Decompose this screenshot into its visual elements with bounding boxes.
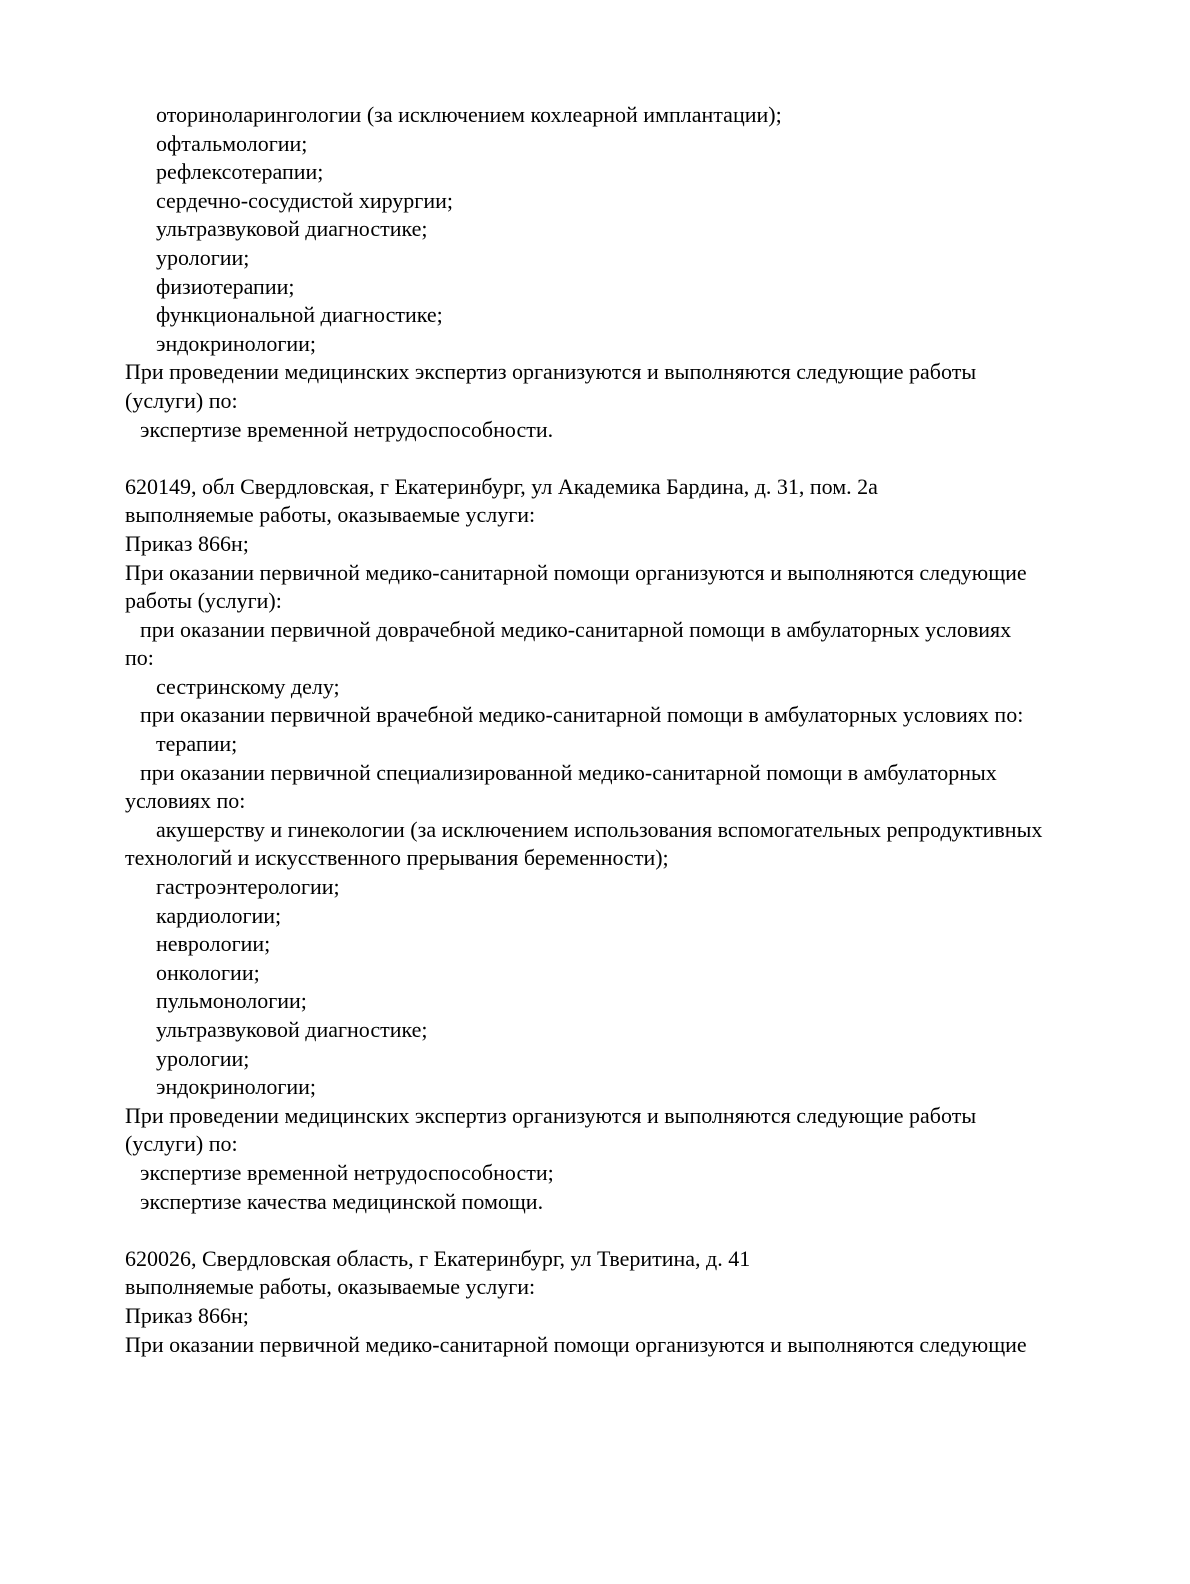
text-line: При оказании первичной медико-санитарной помощи организуются и выполняются следующие xyxy=(125,1331,1027,1357)
text-line: неврологии; xyxy=(156,931,271,957)
text-line: 620149, обл Свердловская, г Екатеринбург, ул Академика Бардина, д. 31, пом. 2а xyxy=(125,473,878,499)
text-line: при оказании первичной специализированной медико-санитарной помощи в амбулаторных xyxy=(140,759,997,785)
text-line: выполняемые работы, оказываемые услуги: xyxy=(125,1274,536,1300)
text-line: 620026, Свердловская область, г Екатеринбург, ул Тверитина, д. 41 xyxy=(125,1245,751,1271)
text-line: (услуги) по: xyxy=(125,387,238,413)
text-line: терапии; xyxy=(156,731,238,757)
text-line: При проведении медицинских экспертиз организуются и выполняются следующие работы xyxy=(125,1102,977,1128)
text-line: ультразвуковой диагностике; xyxy=(156,216,428,242)
text-line: рефлексотерапии; xyxy=(156,159,324,185)
text-line: Приказ 866н; xyxy=(125,1302,249,1328)
text-line: пульмонологии; xyxy=(156,988,307,1014)
text-line: сестринскому делу; xyxy=(156,673,340,699)
text-line: ультразвуковой диагностике; xyxy=(156,1017,428,1042)
text-line: экспертизе временной нетрудоспособности; xyxy=(140,1159,554,1185)
text-line: онкологии; xyxy=(156,959,260,985)
text-line: при оказании первичной врачебной медико-санитарной помощи в амбулаторных условиях по: xyxy=(140,702,1024,728)
text-line: при оказании первичной доврачебной медико-санитарной помощи в амбулаторных условиях xyxy=(140,616,1012,642)
text-line xyxy=(125,444,1135,473)
text-line: эндокринологии; xyxy=(156,330,317,356)
text-line: выполняемые работы, оказываемые услуги: xyxy=(125,502,536,528)
text-line: экспертизе качества медицинской помощи. xyxy=(140,1188,544,1214)
text-line: Приказ 866н; xyxy=(125,530,249,556)
text-line: по: xyxy=(125,645,154,671)
text-line: офтальмологии; xyxy=(156,130,308,156)
text-line: работы (услуги): xyxy=(125,588,282,614)
text-line: урологии; xyxy=(156,244,250,270)
text-line: технологий и искусственного прерывания беременности); xyxy=(125,845,669,871)
text-line: сердечно-сосудистой хирургии; xyxy=(156,187,453,213)
text-line: кардиологии; xyxy=(156,902,282,928)
text-line: экспертизе временной нетрудоспособности. xyxy=(140,416,554,442)
text-line: урологии; xyxy=(156,1045,250,1071)
text-line: функциональной диагностике; xyxy=(156,302,443,328)
text-line: (услуги) по: xyxy=(125,1131,238,1157)
text-line: условиях по: xyxy=(125,788,246,814)
text-line: При проведении медицинских экспертиз организуются и выполняются следующие работы xyxy=(125,359,977,385)
text-line: гастроэнтерологии; xyxy=(156,874,340,900)
text-line: При оказании первичной медико-санитарной помощи организуются и выполняются следующие xyxy=(125,559,1027,585)
text-line: оториноларингологии (за исключением кохлеарной имплантации); xyxy=(156,102,782,127)
text-line: физиотерапии; xyxy=(156,273,295,299)
text-line: акушерству и гинекологии (за исключением использования вспомогательных репродуктивных xyxy=(156,816,1043,842)
text-line xyxy=(125,1216,1135,1245)
text-line: эндокринологии; xyxy=(156,1074,317,1100)
document-text xyxy=(125,101,1135,1359)
